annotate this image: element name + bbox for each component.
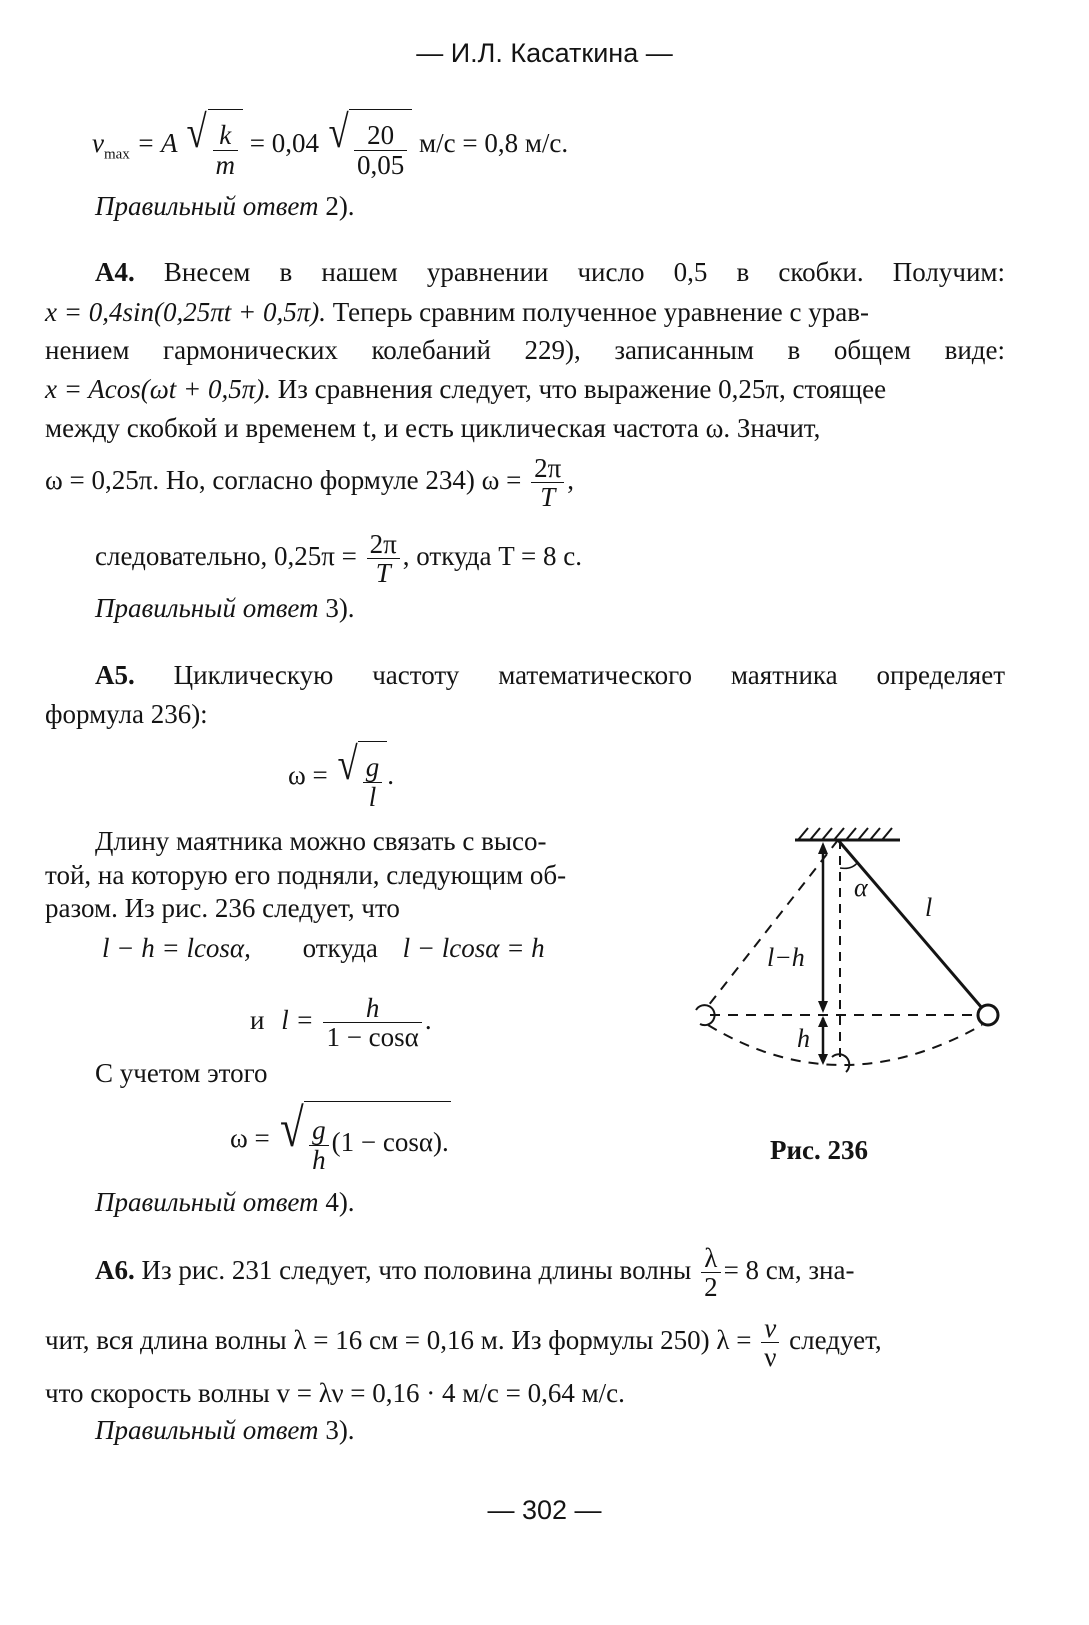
answer-label: Правильный ответ — [95, 191, 319, 221]
eq1-left: l − h = lcosα, — [102, 933, 251, 963]
answer-a4 — [95, 588, 355, 628]
a5-text-1: Циклическую частоту математического маятника определяет — [173, 660, 1005, 690]
a4-text-1: Внесем в нашем уравнении число 0,5 в скобки. Получим: — [163, 257, 1005, 287]
frac-1-cos: 1 − cosα — [326, 1022, 419, 1053]
a6-label: А6. — [95, 1255, 135, 1285]
answer-value: 3). — [325, 593, 355, 623]
answer-a6 — [95, 1410, 355, 1450]
eq1-right: l − lcosα = h — [402, 933, 545, 963]
a4-formula-1: x = 0,4sin(0,25πt + 0,5π). — [45, 297, 326, 327]
frac-20: 20 — [354, 121, 407, 150]
frac-nu: ν — [764, 1342, 777, 1373]
a4-frac-num: 2π — [531, 454, 564, 483]
pendulum-string — [838, 840, 982, 1008]
answer-value: 3). — [325, 1415, 355, 1445]
vmax-subscript: max — [103, 146, 130, 163]
a5-line2: формула 236): — [45, 699, 208, 729]
a5-with-this: С учетом этого — [95, 1058, 268, 1088]
frac-h2: h — [312, 1144, 326, 1175]
a4-omega-text: ω = 0,25π. Но, согласно формуле 234) ω = — [45, 465, 522, 495]
frac-lambda: λ — [701, 1244, 721, 1273]
a5-para-1: Длину маятника можно связать с высо- — [95, 826, 547, 856]
a6-line2 — [45, 1310, 882, 1372]
vmax-symbol: v — [92, 128, 104, 158]
frac-g: g — [363, 753, 383, 782]
label-l-minus-h: l−h — [767, 943, 805, 972]
a5-label: А5. — [95, 660, 135, 690]
frac-l: l — [368, 781, 377, 812]
a6-text-1: Из рис. 231 следует, что половина длины волны — [141, 1255, 692, 1285]
answer-value: 4). — [325, 1187, 355, 1217]
pendulum-figure — [670, 820, 1030, 1090]
a5-omega-formula: ω = √ $\frac{g}{l}$ . — [288, 740, 394, 814]
a6-line3: что скорость волны v = λν = 0,16 · 4 м/с = 0,64 м/с. — [45, 1378, 625, 1408]
a5-omega2-formula: ω = √ $\frac{g}{h}$ (1 − cosα). — [230, 1100, 451, 1180]
answer-label: Правильный ответ — [95, 593, 319, 623]
a6-line1 — [45, 1240, 1005, 1302]
sqrt-20-005: √ $\frac{20}{0,05}$ — [326, 109, 413, 182]
and-word: и — [250, 1005, 265, 1035]
answer-a5 — [95, 1182, 355, 1222]
a4-line1 — [45, 252, 1005, 292]
a4-formula-2: x = Acos(ωt + 0,5π). — [45, 374, 271, 404]
sqrt-k-m: √ $\frac{k}{m}$ — [184, 109, 243, 182]
frac-m: m — [215, 149, 236, 180]
ceiling-hatch — [798, 828, 892, 840]
frac-h: h — [323, 994, 421, 1023]
omega2-eq: ω = — [230, 1123, 270, 1153]
a6-text-2b: следует, — [789, 1325, 882, 1355]
lh-arrow-top — [818, 842, 828, 854]
vmax-tail: м/с = 0,8 м/с. — [419, 128, 569, 158]
vmax-eq: = A — [129, 128, 178, 158]
a4-frac-den: T — [540, 482, 556, 513]
a4-line7 — [95, 526, 582, 588]
swing-arc — [708, 1025, 982, 1065]
frac-005: 0,05 — [357, 149, 405, 180]
frac-g2: g — [309, 1116, 329, 1145]
label-l: l — [925, 893, 933, 922]
lh-arrow-bottom — [818, 1001, 828, 1013]
frac-k: k — [213, 121, 239, 150]
frac-v: v — [761, 1314, 779, 1343]
answer-value: 2). — [325, 191, 355, 221]
a4-comma: , — [567, 465, 575, 495]
a5-para-2: той, на которую его подняли, следующим об- — [45, 860, 567, 890]
page-header: — И.Л. Касаткина — — [416, 38, 673, 68]
alpha-arc — [840, 862, 858, 868]
vmax-formula — [92, 108, 568, 189]
a4-label: А4. — [95, 257, 135, 287]
a5-l-formula — [250, 990, 432, 1052]
l-eq: l = — [281, 1005, 314, 1035]
page-number: — 302 — — [487, 1495, 602, 1525]
omega-eq: ω = — [288, 760, 328, 790]
left-dashed-string — [708, 840, 838, 1006]
a4-line4 — [45, 369, 886, 409]
a4-result: , откуда T = 8 с. — [402, 541, 582, 571]
a4-consequently: следовательно, 0,25π = — [95, 541, 357, 571]
a4-line5: между скобкой и временем t, и есть циклическая частота ω. Значит, — [45, 413, 821, 443]
label-alpha: α — [854, 873, 868, 902]
h-arrow-bottom — [818, 1054, 828, 1065]
pendulum-bob — [978, 1005, 998, 1025]
a5-eq1 — [102, 928, 545, 968]
dot: . — [387, 760, 394, 790]
a4-line2 — [45, 292, 869, 332]
frac-two: 2 — [704, 1272, 718, 1303]
answer-1 — [95, 186, 355, 226]
a6-text-2: чит, вся длина волны λ = 16 см = 0,16 м. Из формулы 250) λ = — [45, 1325, 752, 1355]
a4-frac2-num: 2π — [367, 530, 400, 559]
answer-label: Правильный ответ — [95, 1187, 319, 1217]
h-arrow-top — [818, 1016, 828, 1027]
dot: . — [424, 1005, 432, 1035]
answer-label: Правильный ответ — [95, 1415, 319, 1445]
a6-text-1b: = 8 см, зна- — [723, 1255, 855, 1285]
paren-1-cos: (1 − cosα). — [331, 1127, 449, 1158]
a4-text-4: Из сравнения следует, что выражение 0,25π, стоящее — [277, 374, 887, 404]
figure-caption: Рис. 236 — [770, 1135, 869, 1165]
a5-para-3: разом. Из рис. 236 следует, что — [45, 893, 400, 923]
a4-line6 — [45, 450, 574, 512]
a4-frac2-den: T — [375, 558, 391, 589]
a4-text-2: Теперь сравним полученное уравнение с урав- — [332, 297, 869, 327]
eq1-whence: откуда — [302, 933, 378, 963]
a5-line1 — [45, 655, 1005, 695]
label-h: h — [797, 1024, 810, 1053]
vmax-mid: = 0,04 — [249, 128, 320, 158]
a4-line3: нением гармонических колебаний 229), записанным в общем виде: — [45, 335, 1005, 365]
